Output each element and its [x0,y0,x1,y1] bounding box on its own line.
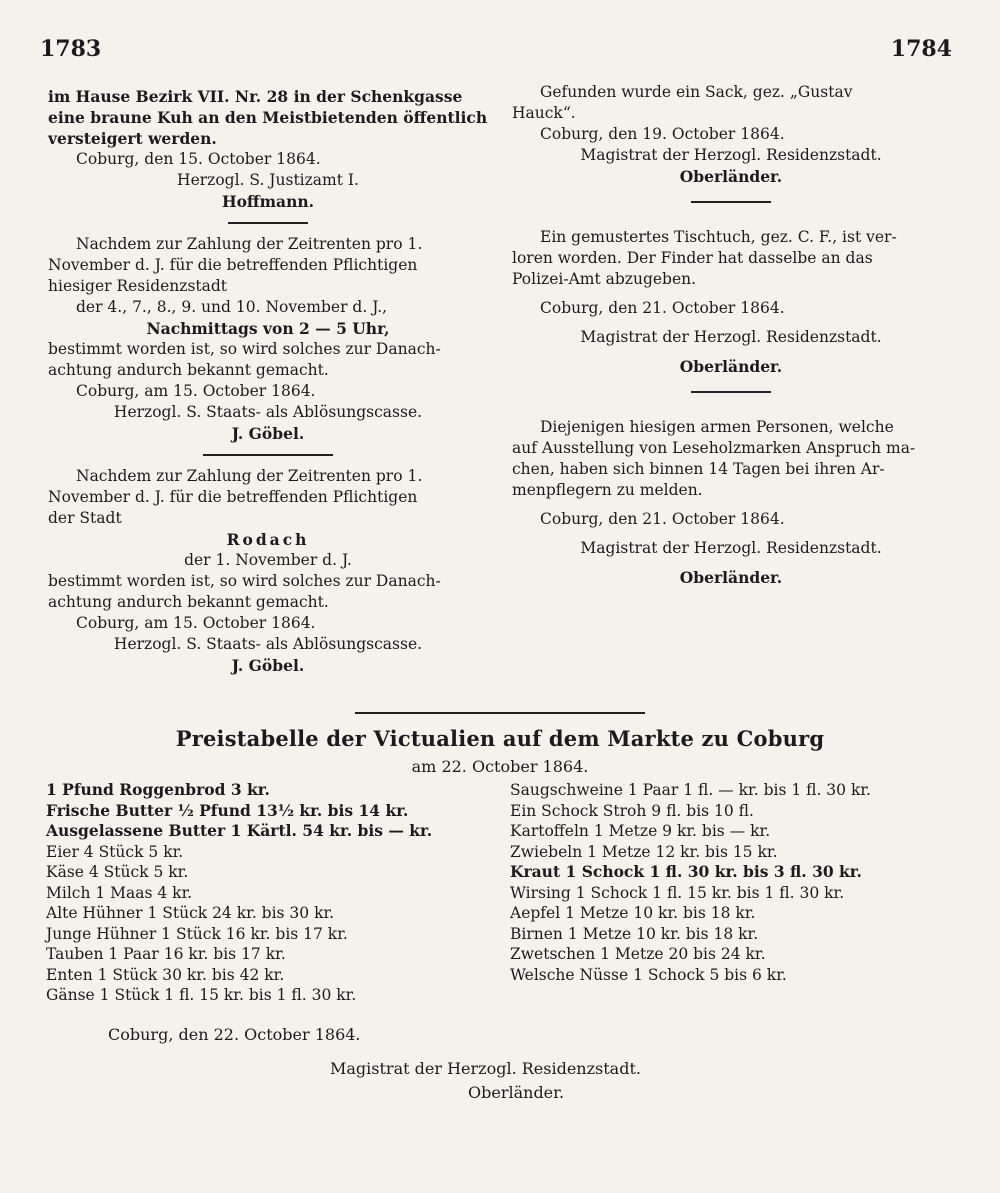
price-item: Käse 4 Stück 5 kr. [46,863,189,881]
notice-line: November d. J. für die betreffenden Pflichtigen [48,488,418,506]
notice-zeitrenten-rodach [48,466,488,676]
price-list-right [510,780,950,985]
notice-auction [48,86,488,212]
notice-line: Polizei-Amt abzugeben. [512,270,697,288]
price-item: Aepfel 1 Metze 10 kr. bis 18 kr. [510,904,756,922]
notice-line: Ein gemustertes Tischtuch, gez. C. F., ist ver- [540,228,897,246]
notice-line: Diejenigen hiesigen armen Personen, welche [540,418,894,436]
notice-authority: Magistrat der Herzogl. Residenzstadt. [580,328,882,346]
separator [228,222,308,224]
notice-line: menpflegern zu melden. [512,481,703,499]
price-item: Ein Schock Stroh 9 fl. bis 10 fl. [510,801,754,820]
price-item: Welsche Nüsse 1 Schock 5 bis 6 kr. [510,965,787,984]
price-item: Gänse 1 Stück 1 fl. 15 kr. bis 1 fl. 30 kr. [46,986,357,1004]
price-table-authority: Magistrat der Herzogl. Residenzstadt. [330,1059,641,1078]
price-table-date: am 22. October 1864. [411,757,589,776]
price-table-section [40,712,960,1004]
price-table-signature: Oberländer. [468,1083,565,1102]
notice-signature: Hoffmann. [221,192,315,211]
notice-line: Hauck“. [512,104,576,122]
price-item: Frische Butter ½ Pfund 13½ kr. bis 14 kr. [46,800,409,820]
notice-signature: Oberländer. [679,568,783,587]
notice-signature: J. Göbel. [231,424,305,443]
price-item: Birnen 1 Metze 10 kr. bis 18 kr. [510,924,759,943]
notice-authority: Herzogl. S. Staats- als Ablösungscasse. [113,635,423,653]
notice-authority: Herzogl. S. Staats- als Ablösungscasse. [113,403,423,421]
notice-date: Coburg, den 21. October 1864. [540,299,785,317]
notice-line: achtung andurch bekannt gemacht. [48,593,329,611]
price-item: Junge Hühner 1 Stück 16 kr. bis 17 kr. [46,924,348,943]
notice-line: chen, haben sich binnen 14 Tagen bei ihren Ar- [512,460,885,478]
notice-found-sack [512,82,950,187]
left-column [48,86,488,676]
price-item: 1 Pfund Roggenbrod 3 kr. [46,780,270,799]
notice-lost-tablecloth [512,227,950,377]
price-item: Tauben 1 Paar 16 kr. bis 17 kr. [46,945,286,963]
notice-line: eine braune Kuh an den Meistbietenden öffentlich [48,108,488,127]
notice-line: bestimmt worden ist, so wird solches zur Danach- [48,572,441,590]
notice-date: Coburg, am 15. October 1864. [76,382,316,400]
notice-zeitrenten-residenzstadt [48,234,488,444]
price-list-left [46,780,506,1006]
notice-dates: der 1. November d. J. [184,551,352,569]
notice-line: November d. J. für die betreffenden Pflichtigen [48,256,418,274]
notice-date: Coburg, den 19. October 1864. [540,125,785,143]
price-list [40,780,960,1004]
notice-signature: J. Göbel. [231,656,305,675]
page-number-right: 1784 [890,36,952,62]
notice-line: Nachdem zur Zahlung der Zeitrenten pro 1. [76,235,423,253]
notice-line: auf Ausstellung von Leseholzmarken Anspruch ma- [512,439,916,457]
price-item: Milch 1 Maas 4 kr. [46,883,193,902]
price-item: Enten 1 Stück 30 kr. bis 42 kr. [46,965,285,984]
notice-authority: Magistrat der Herzogl. Residenzstadt. [580,539,882,557]
notice-authority: Magistrat der Herzogl. Residenzstadt. [580,146,882,164]
price-item: Eier 4 Stück 5 kr. [46,842,184,861]
notice-time: Nachmittags von 2 — 5 Uhr, [146,319,390,338]
notice-firewood [512,417,950,588]
notice-signature: Oberländer. [679,357,783,376]
price-item: Wirsing 1 Schock 1 fl. 15 kr. bis 1 fl. 30 kr. [510,883,845,902]
price-item: Zwiebeln 1 Metze 12 kr. bis 15 kr. [510,842,778,861]
notice-line: loren worden. Der Finder hat dasselbe an das [512,249,873,267]
price-table-title: Preistabelle der Victualien auf dem Markte zu Coburg [175,726,825,751]
notice-line: hiesiger Residenzstadt [48,277,228,295]
notice-signature: Oberländer. [679,167,783,186]
notice-line: Gefunden wurde ein Sack, gez. „Gustav [540,83,853,101]
notice-line: Nachdem zur Zahlung der Zeitrenten pro 1. [76,467,423,485]
separator [355,712,645,714]
price-item: Zwetschen 1 Metze 20 bis 24 kr. [510,945,766,963]
notice-dates: der 4., 7., 8., 9. und 10. November d. J., [76,298,388,316]
price-item: Kartoffeln 1 Metze 9 kr. bis — kr. [510,822,771,840]
notice-place: Rodach [226,530,310,549]
notice-line: bestimmt worden ist, so wird solches zur Danach- [48,340,441,358]
price-item: Ausgelassene Butter 1 Kärtl. 54 kr. bis — kr. [46,821,433,840]
price-item: Alte Hühner 1 Stück 24 kr. bis 30 kr. [46,904,335,922]
page-number-left: 1783 [40,36,102,62]
separator [691,201,771,203]
notice-line: im Hause Bezirk VII. Nr. 28 in der Schenkgasse [48,87,463,106]
notice-date: Coburg, den 21. October 1864. [540,510,785,528]
notice-line: versteigert werden. [48,129,217,148]
price-table-date-line: Coburg, den 22. October 1864. [108,1025,361,1044]
notice-line: der Stadt [48,509,122,527]
separator [203,454,333,456]
separator [691,391,771,393]
notice-line: achtung andurch bekannt gemacht. [48,361,329,379]
price-item: Kraut 1 Schock 1 fl. 30 kr. bis 3 fl. 30 kr. [510,862,862,881]
notice-date: Coburg, am 15. October 1864. [76,614,316,632]
right-column [512,82,950,588]
price-item: Saugschweine 1 Paar 1 fl. — kr. bis 1 fl. 30 kr. [510,781,871,799]
notice-date: Coburg, den 15. October 1864. [76,150,321,168]
notice-authority: Herzogl. S. Justizamt I. [177,171,359,189]
